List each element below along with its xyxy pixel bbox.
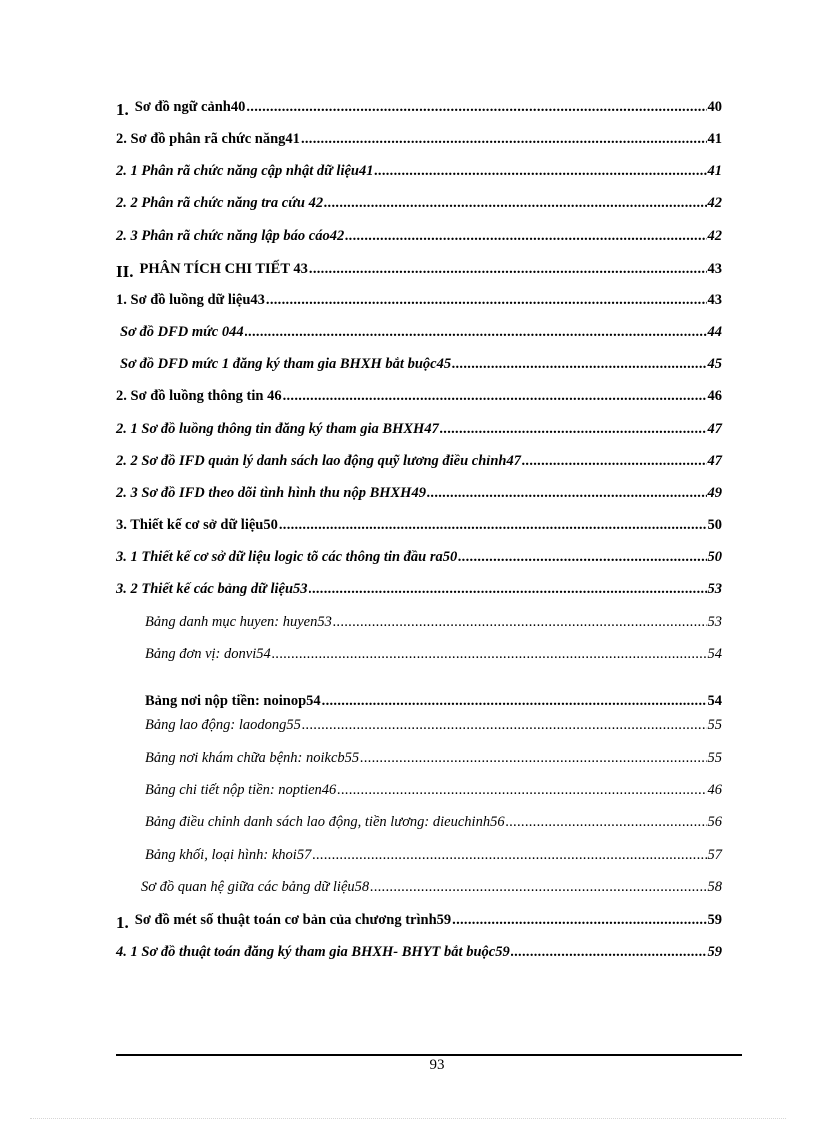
dot-leader	[266, 291, 707, 309]
page-number: 93	[429, 1057, 445, 1073]
toc-entry-page: 46	[707, 782, 722, 798]
dot-leader	[309, 260, 707, 278]
dot-leader	[279, 516, 707, 534]
toc-entry[interactable]	[116, 162, 722, 180]
toc-entry-page: 42	[707, 228, 722, 244]
toc-entry-page: 50	[707, 517, 722, 533]
toc-entry-title: 3. Thiết kế cơ sở dữ liệu50	[116, 517, 278, 533]
toc-entry[interactable]	[116, 194, 722, 212]
toc-entry-title: 2. 1 Sơ đồ luồng thông tin đăng ký tham gia BHXH47	[116, 421, 439, 437]
toc-entry-page: 47	[707, 453, 722, 469]
toc-entry-title: 1. Sơ đồ luồng dữ liệu43	[116, 292, 265, 308]
toc-entry[interactable]	[120, 323, 722, 341]
toc-entry-title: 2. Sơ đồ phân rã chức năng41	[116, 131, 300, 147]
toc-entry-page: 53	[707, 581, 722, 597]
toc-entry[interactable]	[116, 227, 722, 245]
toc-entry[interactable]	[141, 878, 722, 896]
dot-leader	[345, 227, 706, 245]
toc-entry[interactable]	[116, 943, 722, 961]
dot-leader	[245, 323, 707, 341]
toc-entry-page: 56	[707, 814, 722, 830]
toc-entry-title: 2. 1 Phân rã chức năng cập nhật dữ liệu41	[116, 163, 374, 179]
toc-entry[interactable]	[145, 613, 722, 631]
dot-leader	[301, 130, 707, 148]
dot-leader	[272, 645, 707, 663]
toc-entry[interactable]	[116, 548, 722, 566]
page-bottom-dotted-edge	[30, 1118, 786, 1119]
toc-entry-title: Sơ đồ quan hệ giữa các bảng dữ liệu58	[141, 879, 370, 895]
toc-entry-page: 43	[707, 292, 722, 308]
toc-entry-page: 55	[707, 750, 722, 766]
toc-entry-title: Bảng nơi nộp tiền: noinop54	[145, 693, 321, 709]
toc-entry-title: 4. 1 Sơ đồ thuật toán đăng ký tham gia BHXH- BHYT bắt buộc59	[116, 944, 510, 960]
toc-entry[interactable]	[145, 692, 722, 710]
toc-entry-page: 53	[707, 614, 722, 630]
toc-entry-title: 2. 2 Sơ đồ IFD quản lý danh sách lao động quỹ lương điều chỉnh47	[116, 453, 521, 469]
toc-entry-page: 58	[707, 879, 722, 895]
toc-entry[interactable]	[145, 716, 722, 734]
toc-entry-page: 45	[707, 356, 722, 372]
toc-entry[interactable]	[145, 749, 722, 767]
toc-entry-title: Bảng nơi khám chữa bệnh: noikcb55	[145, 750, 360, 766]
toc-entry[interactable]	[145, 781, 722, 799]
toc-entry-title: 2. 3 Phân rã chức năng lập báo cáo42	[116, 228, 345, 244]
dot-leader	[452, 355, 706, 373]
toc-entry[interactable]	[145, 645, 722, 663]
toc-entry-page: 47	[707, 421, 722, 437]
toc-entry-page: 57	[707, 847, 722, 863]
toc-entry-page: 44	[707, 324, 722, 340]
toc-entry-page: 41	[707, 131, 722, 147]
dot-leader	[337, 781, 706, 799]
dot-leader	[370, 878, 706, 896]
toc-entry-page: 42	[707, 195, 722, 211]
toc-entry[interactable]	[116, 387, 722, 405]
dot-leader	[427, 484, 707, 502]
toc-entry[interactable]	[120, 355, 722, 373]
toc-entry-page: 54	[707, 693, 722, 709]
dot-leader	[360, 749, 706, 767]
toc-entry-title: Bảng đơn vị: donvi54	[145, 646, 271, 662]
toc-entry[interactable]	[145, 846, 722, 864]
toc-entry[interactable]	[116, 910, 722, 932]
toc-entry-page: 49	[707, 485, 722, 501]
toc-entry[interactable]	[116, 580, 722, 598]
dot-leader	[440, 420, 707, 438]
toc-entry-title: 3. 1 Thiết kế cơ sở dữ liệu logic tõ các thông tin đầu ra50	[116, 549, 458, 565]
dot-leader	[283, 387, 707, 405]
toc-entry[interactable]	[116, 259, 722, 281]
toc-entry-title: 2. Sơ đồ luồng thông tin 46	[116, 388, 282, 404]
toc-entry-title: Bảng khối, loại hình: khoi57	[145, 847, 312, 863]
dot-leader	[506, 813, 707, 831]
toc-entry-page: 54	[707, 646, 722, 662]
toc-entry[interactable]	[145, 813, 722, 831]
dot-leader	[246, 98, 706, 116]
dot-leader	[374, 162, 706, 180]
toc-entry[interactable]	[116, 97, 722, 119]
toc-entry[interactable]	[116, 516, 722, 534]
toc-entry-title: Bảng danh mục huyen: huyen53	[145, 614, 332, 630]
toc-entry-title: 2. 3 Sơ đồ IFD theo dõi tình hình thu nộp BHXH49	[116, 485, 426, 501]
toc-entry-title: 3. 2 Thiết kế các bảng dữ liệu53	[116, 581, 308, 597]
toc-entry-page: 59	[707, 912, 722, 928]
toc-entry-page: 59	[707, 944, 722, 960]
dot-leader	[309, 580, 707, 598]
toc-entry-page: 55	[707, 717, 722, 733]
toc-entry-title: Sơ đồ DFD mức 1 đăng ký tham gia BHXH bắt buộc45	[120, 356, 452, 372]
toc-entry-title: Bảng lao động: laodong55	[145, 717, 301, 733]
dot-leader	[522, 452, 707, 470]
toc-entry-page: 46	[707, 388, 722, 404]
footer-divider	[116, 1054, 742, 1056]
toc-entry-title: Bảng điều chỉnh danh sách lao động, tiền lương: dieuchinh56	[145, 814, 505, 830]
dot-leader	[312, 846, 706, 864]
toc-entry-title: Sơ đồ ngữ cảnh40	[134, 99, 246, 115]
toc-entry-title: Sơ đồ DFD mức 044	[120, 324, 244, 340]
toc-entry[interactable]	[116, 484, 722, 502]
toc-entry[interactable]	[116, 291, 722, 309]
dot-leader	[458, 548, 706, 566]
toc-entry[interactable]	[116, 420, 722, 438]
toc-entry-title: Bảng chi tiết nộp tiền: noptien46	[145, 782, 337, 798]
dot-leader	[322, 692, 707, 710]
dot-leader	[452, 911, 706, 929]
toc-entry-page: 50	[707, 549, 722, 565]
toc-entry-number: II.	[116, 262, 134, 281]
dot-leader	[511, 943, 707, 961]
toc-entry[interactable]	[116, 130, 722, 148]
toc-entry-page: 40	[707, 99, 722, 115]
dot-leader	[333, 613, 707, 631]
toc-entry-title: PHÂN TÍCH CHI TIẾT 43	[139, 261, 308, 277]
toc-entry-number: 1.	[116, 100, 129, 119]
toc-entry-title: Sơ đồ mét số thuật toán cơ bản của chương trình59	[134, 912, 452, 928]
toc-entry-title: 2. 2 Phân rã chức năng tra cứu 42	[116, 195, 324, 211]
dot-leader	[302, 716, 707, 734]
toc-entry-number: 1.	[116, 913, 129, 932]
toc-entry-page: 43	[707, 261, 722, 277]
toc-entry-page: 41	[707, 163, 722, 179]
toc-entry[interactable]	[116, 452, 722, 470]
dot-leader	[324, 194, 706, 212]
